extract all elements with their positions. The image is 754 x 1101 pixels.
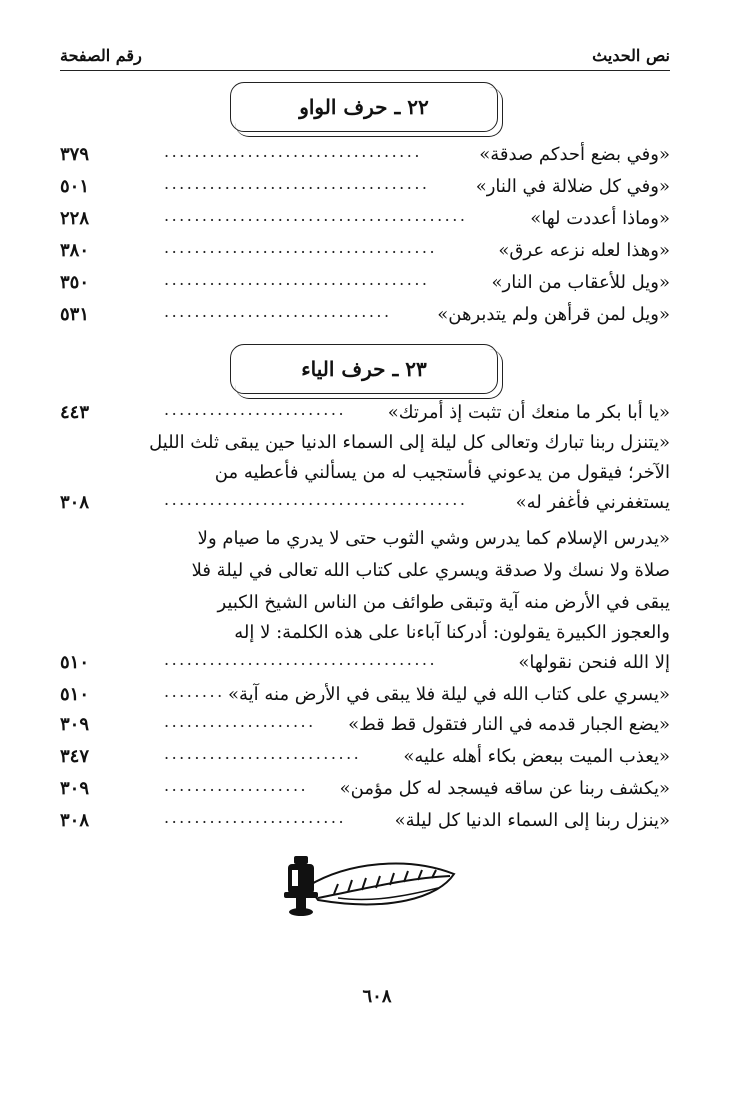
section-title: ٢٣ ـ حرف الياء xyxy=(301,357,427,381)
page-reference: ٣٧٩ xyxy=(60,144,90,165)
page-reference: ٣٨٠ xyxy=(60,240,90,261)
section-heading-waw xyxy=(230,82,498,132)
index-entry xyxy=(60,744,670,774)
page-reference: ٥١٠ xyxy=(60,684,90,705)
page-reference: ٥٣١ xyxy=(60,304,90,325)
index-entry xyxy=(60,808,670,838)
index-entry xyxy=(60,712,670,742)
leader-dots: ........................................ xyxy=(164,490,468,509)
page-number: ٦٠٨ xyxy=(362,986,392,1007)
index-entry xyxy=(60,302,670,332)
hadith-text-line: صلاة ولا نسك ولا صدقة ويسري على كتاب الله تعالى في ليلة فلا xyxy=(191,560,670,581)
hadith-text: «ينزل ربنا إلى السماء الدنيا كل ليلة» xyxy=(394,810,670,831)
leader-dots: ........................ xyxy=(164,400,347,419)
section-title: ٢٢ ـ حرف الواو xyxy=(299,95,429,119)
page-reference: ٣٠٩ xyxy=(60,778,90,799)
hadith-text: «وماذا أعددت لها» xyxy=(530,208,670,229)
hadith-text: «يعذب الميت ببعض بكاء أهله عليه» xyxy=(403,746,670,767)
index-entry xyxy=(60,238,670,268)
page-reference: ٢٢٨ xyxy=(60,208,90,229)
leader-dots: .................................. xyxy=(164,142,422,161)
hadith-text: «يكشف ربنا عن ساقه فيسجد له كل مؤمن» xyxy=(339,778,670,799)
page-reference: ٣٥٠ xyxy=(60,272,90,293)
index-entry xyxy=(60,650,670,680)
page-reference: ٣٠٩ xyxy=(60,714,90,735)
page-reference: ٥١٠ xyxy=(60,652,90,673)
inkwell-quill-ornament xyxy=(278,848,462,918)
hadith-text: «ويل لمن قرأهن ولم يتدبرهن» xyxy=(437,304,670,325)
leader-dots: ................................... xyxy=(164,270,430,289)
leader-dots: ................................... xyxy=(164,174,430,193)
hadith-text: «وفي بضع أحدكم صدقة» xyxy=(479,144,670,165)
leader-dots: .................................... xyxy=(164,650,438,669)
index-entry xyxy=(60,142,670,172)
hadith-text: «وهذا لعله نزعه عرق» xyxy=(498,240,670,261)
page-header xyxy=(60,40,670,71)
leader-dots: ................... xyxy=(164,776,309,795)
page-reference: ٣٠٨ xyxy=(60,810,90,831)
leader-dots: .................................... xyxy=(164,238,438,257)
hadith-text-line: والعجوز الكبيرة يقولون: أدركنا آباءنا على هذه الكلمة: لا إله xyxy=(234,622,670,643)
hadith-text-line: يبقى في الأرض منه آية وتبقى طوائف من الناس الشيخ الكبير xyxy=(217,592,670,613)
index-entry xyxy=(60,682,670,712)
leader-dots: .............................. xyxy=(164,302,392,321)
hadith-text: «وفي كل ضلالة في النار» xyxy=(475,176,670,197)
index-entry xyxy=(60,174,670,204)
hadith-text: «يسري على كتاب الله في ليلة فلا يبقى في الأرض منه آية» xyxy=(227,684,670,705)
header-hadith-text-label: نص الحديث xyxy=(592,46,670,65)
section-heading-ya xyxy=(230,344,498,394)
page-reference: ٥٠١ xyxy=(60,176,90,197)
leader-dots: ........................................ xyxy=(164,206,468,225)
hadith-text: إلا الله فنحن نقولها» xyxy=(518,652,670,673)
page-reference: ٣٤٧ xyxy=(60,746,90,767)
hadith-text-line: «يدرس الإسلام كما يدرس وشي الثوب حتى لا يدري ما صيام ولا xyxy=(197,528,670,549)
hadith-text: «ويل للأعقاب من النار» xyxy=(491,272,670,293)
hadith-text-line: الآخر؛ فيقول من يدعوني فأستجيب له من يسألني فأعطيه من xyxy=(214,462,670,483)
leader-dots: ........ xyxy=(164,682,225,701)
hadith-text: «يا أبا بكر ما منعك أن تثبت إذ أمرتك» xyxy=(387,402,670,423)
header-page-number-label: رقم الصفحة xyxy=(60,46,142,65)
index-entry xyxy=(60,400,670,430)
page-reference: ٣٠٨ xyxy=(60,492,90,513)
hadith-text: «يضع الجبار قدمه في النار فتقول قط قط» xyxy=(348,714,670,735)
leader-dots: .................... xyxy=(164,712,316,731)
index-entry xyxy=(60,206,670,236)
page-reference: ٤٤٣ xyxy=(60,402,90,423)
leader-dots: .......................... xyxy=(164,744,362,763)
hadith-text-line: «يتنزل ربنا تبارك وتعالى كل ليلة إلى السماء الدنيا حين يبقى ثلث الليل xyxy=(149,432,670,453)
index-entry xyxy=(60,490,670,520)
leader-dots: ........................ xyxy=(164,808,347,827)
index-entry xyxy=(60,776,670,806)
hadith-text: يستغفرني فأغفر له» xyxy=(515,492,670,513)
index-entry xyxy=(60,270,670,300)
